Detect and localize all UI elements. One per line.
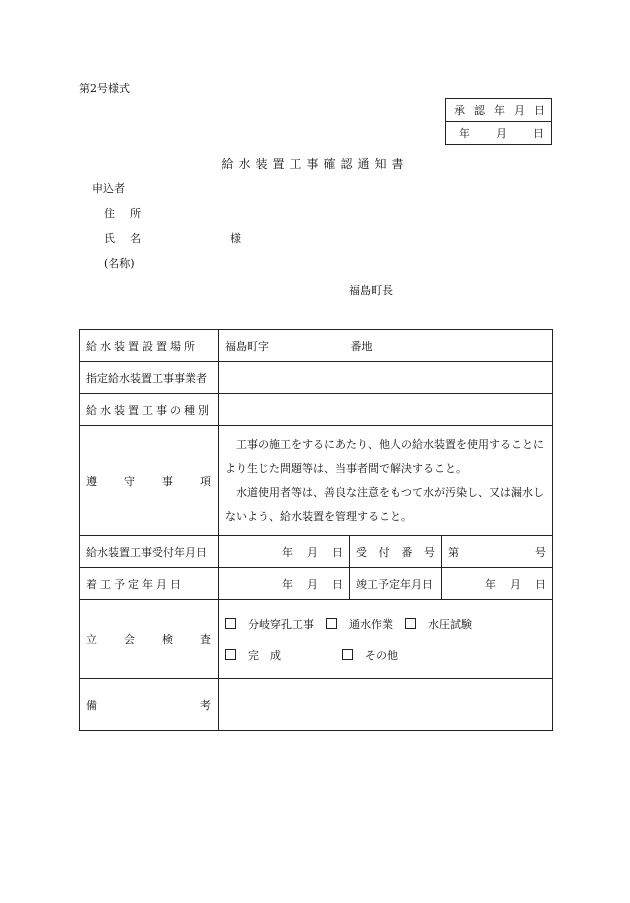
address-label: 住 所 [104,207,141,220]
checkbox-icon[interactable] [326,618,337,629]
end-day-label: 日 [535,577,546,591]
option-label: 分岐穿孔工事 [248,617,314,631]
location-label-cell [80,330,219,362]
approval-char: 月 [514,104,525,117]
inspection-label-char: 査 [200,633,211,646]
approval-box [445,98,552,145]
reception-number-value-cell[interactable] [442,536,553,568]
compliance-label-char: 事 [162,474,173,488]
row-inspection [80,600,553,679]
compliance-label-char: 項 [200,474,211,488]
company-name-label: (名称) [104,257,135,270]
option-label: 水圧試験 [428,617,472,631]
option-pressure-test[interactable] [405,616,472,632]
start-month-label: 月 [307,577,318,591]
approval-month-label: 月 [496,127,507,140]
location-prefix: 福島町字 [225,339,269,353]
reception-number-label: 受 付 番 号 [356,545,435,559]
reception-month-label: 月 [307,545,318,559]
compliance-label-char: 守 [124,474,135,488]
option-label: 通水作業 [349,617,393,631]
reception-year-label: 年 [282,545,293,559]
document-title: 給水装置工事確認通知書 [221,157,409,171]
compliance-label-char: 遵 [86,474,97,488]
option-water-flow[interactable] [326,616,393,632]
compliance-paragraph-1: 工事の施工をするにあたり、他人の給水装置を使用することにより生じた問題等は、当事者間で解決すること。 [225,437,544,475]
start-day-label: 日 [332,577,343,591]
compliance-text-cell [219,426,553,536]
reception-date-value-cell[interactable] [219,536,350,568]
row-schedule [80,568,553,600]
row-remarks [80,679,553,731]
approval-char: 年 [494,104,505,117]
approval-char: 承 [454,104,465,117]
option-label: その他 [365,648,398,662]
approval-year-label: 年 [459,127,470,140]
compliance-label-cell [80,426,219,536]
location-value-cell[interactable] [219,330,553,362]
work-type-label-cell [80,394,219,426]
end-date-label-cell [350,568,442,600]
start-year-label: 年 [282,577,293,591]
option-label: 完 成 [248,648,281,662]
contractor-label: 指定給水装置工事事業者 [86,371,207,385]
remarks-label-char: 備 [86,698,97,712]
end-year-label: 年 [485,577,496,591]
start-date-label-cell [80,568,219,600]
checkbox-icon[interactable] [405,618,416,629]
checkbox-icon[interactable] [225,618,236,629]
row-contractor [80,362,553,394]
reception-day-label: 日 [332,545,343,559]
reception-date-label: 給水装置工事受付年月日 [86,545,207,559]
approval-char: 日 [534,104,545,117]
reception-number-suffix: 号 [535,545,546,559]
row-reception [80,536,553,568]
inspection-label-char: 検 [162,633,173,646]
remarks-label-cell [80,679,219,731]
approval-header-cell [446,99,552,122]
approval-day-label: 日 [533,127,544,140]
remarks-value-cell[interactable] [219,679,553,731]
location-suffix: 番地 [350,339,373,353]
inspection-options-cell [219,600,553,679]
row-location [80,330,553,362]
row-work-type [80,394,553,426]
contractor-value-cell[interactable] [219,362,553,394]
inspection-label-char: 会 [124,633,135,646]
work-type-value-cell[interactable] [219,394,553,426]
start-date-value-cell[interactable] [219,568,350,600]
row-compliance [80,426,553,536]
name-label: 氏 名 [104,232,141,245]
issuer: 福島町長 [349,284,393,297]
honorific: 様 [230,232,241,245]
option-other[interactable] [342,647,398,663]
end-date-value-cell[interactable] [442,568,553,600]
approval-char: 認 [474,104,485,117]
end-month-label: 月 [510,577,521,591]
reception-number-label-cell [350,536,442,568]
end-date-label: 竣工予定年月日 [356,577,433,591]
main-form-table [79,329,553,731]
reception-number-prefix: 第 [448,545,459,559]
contractor-label-cell [80,362,219,394]
applicant-label: 申込者 [92,182,125,195]
reception-date-label-cell [80,536,219,568]
option-branch-drilling[interactable] [225,616,314,632]
form-number: 第2号様式 [79,82,130,95]
work-type-label: 給水装置工事の種別 [86,403,212,417]
approval-date-cell [446,122,552,145]
approval-date-row [446,122,552,145]
location-label: 給水装置設置場所 [86,339,198,353]
checkbox-icon[interactable] [342,649,353,660]
option-completion[interactable] [225,647,342,663]
checkbox-icon[interactable] [225,649,236,660]
compliance-paragraph-2: 水道使用者等は、善良な注意をもつて水が汚染し、又は漏水しないよう、給水装置を管理すること。 [225,485,544,523]
inspection-label-char: 立 [86,633,97,646]
remarks-label-char: 考 [200,698,211,712]
start-date-label: 着工予定年月日 [86,577,184,591]
approval-header-row [446,99,552,122]
inspection-label-cell [80,600,219,679]
